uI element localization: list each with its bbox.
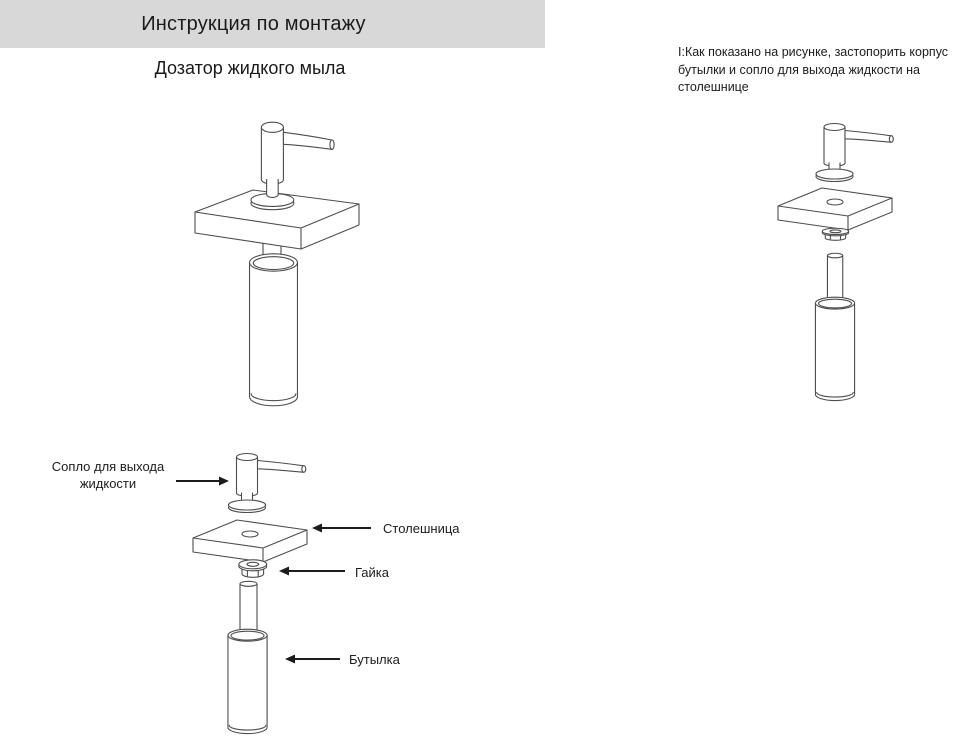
countertop-label: Столешница — [383, 521, 460, 536]
countertop-arrow-left-icon — [312, 524, 371, 533]
countertop-drawing — [778, 188, 892, 230]
exploded-view-drawing — [193, 454, 307, 734]
page-title: Инструкция по монтажу — [141, 12, 366, 35]
countertop-drawing — [193, 520, 307, 562]
pump-drawing — [824, 124, 893, 176]
assembled-dispenser-drawing — [195, 122, 359, 406]
bottle-drawing — [228, 629, 267, 733]
tube-drawing — [827, 253, 842, 303]
nozzle-label: Сопло для выхода жидкости — [51, 459, 165, 491]
pump-drawing — [261, 122, 334, 197]
bottle-label: Бутылка — [349, 652, 400, 667]
bottle-drawing — [250, 254, 298, 406]
product-title: Дозатор жидкого мыла — [154, 58, 346, 78]
nut-drawing — [239, 560, 267, 578]
step-instruction-text: I:Как показано на рисунке, застопорить корпус бутылки и сопло для выхода жидкости на столешнице — [678, 45, 949, 94]
bottle-drawing — [815, 297, 854, 400]
flange-drawing — [229, 500, 266, 513]
tube-drawing — [240, 581, 257, 636]
bottle-arrow-left-icon — [285, 655, 340, 664]
nut-label: Гайка — [355, 565, 390, 580]
nut-drawing — [822, 228, 848, 240]
header-bar — [0, 0, 545, 48]
pump-drawing — [237, 454, 306, 506]
step1-exploded-drawing — [778, 124, 893, 401]
flange-drawing — [816, 169, 853, 182]
nut-arrow-left-icon — [279, 567, 345, 576]
